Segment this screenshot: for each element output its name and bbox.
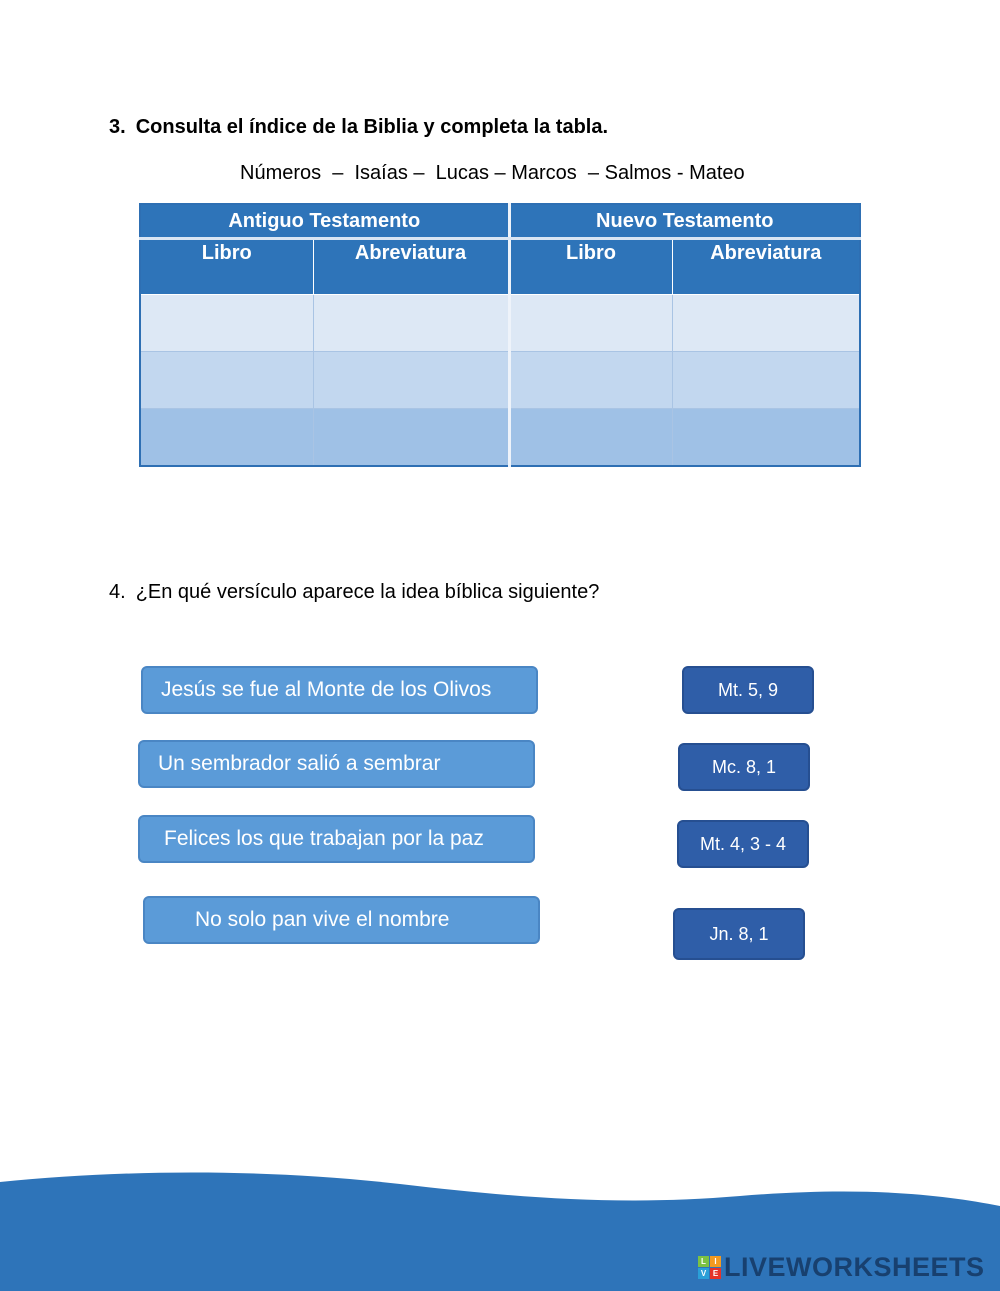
- logo-letter-v: V: [698, 1268, 709, 1279]
- answer-input[interactable]: [511, 409, 672, 465]
- reference-box-1[interactable]: Mt. 5, 9: [682, 666, 814, 714]
- logo-letter-e: E: [710, 1268, 721, 1279]
- question-3-number: 3.: [109, 116, 126, 138]
- answer-input[interactable]: [673, 352, 860, 408]
- idea-box-1[interactable]: Jesús se fue al Monte de los Olivos: [141, 666, 538, 714]
- header-nt-libro: Libro: [509, 239, 672, 295]
- table-row: [140, 352, 860, 409]
- question-3-title: [109, 116, 608, 139]
- answer-input[interactable]: [511, 295, 672, 351]
- header-at-libro: Libro: [140, 239, 313, 295]
- reference-box-4[interactable]: Jn. 8, 1: [673, 908, 805, 960]
- question-3-text: Consulta el índice de la Biblia y completa la tabla.: [135, 116, 609, 138]
- answer-input[interactable]: [511, 352, 672, 408]
- logo-letter-l: L: [698, 1256, 709, 1267]
- answer-input[interactable]: [673, 295, 860, 351]
- answer-cell[interactable]: [672, 295, 860, 352]
- idea-box-2[interactable]: Un sembrador salió a sembrar: [138, 740, 535, 788]
- answer-input[interactable]: [314, 352, 508, 408]
- answer-cell[interactable]: [509, 295, 672, 352]
- word-bank: Números – Isaías – Lucas – Marcos – Salmos - Mateo: [240, 162, 745, 184]
- answer-cell[interactable]: [509, 352, 672, 409]
- idea-box-3[interactable]: Felices los que trabajan por la paz: [138, 815, 535, 863]
- answer-cell[interactable]: [140, 352, 313, 409]
- question-4-number: 4.: [109, 581, 126, 603]
- answer-input[interactable]: [141, 409, 313, 465]
- idea-box-4[interactable]: No solo pan vive el nombre: [143, 896, 540, 944]
- answer-input[interactable]: [141, 295, 313, 351]
- answer-cell[interactable]: [509, 409, 672, 467]
- header-antiguo-testamento: Antiguo Testamento: [140, 204, 509, 239]
- answer-cell[interactable]: [672, 409, 860, 467]
- logo-letter-i: I: [710, 1256, 721, 1267]
- answer-cell[interactable]: [313, 352, 509, 409]
- question-4-title: [109, 581, 599, 604]
- answer-input[interactable]: [314, 295, 508, 351]
- answer-input[interactable]: [673, 409, 860, 465]
- logo-mark: [698, 1256, 721, 1279]
- answer-cell[interactable]: [672, 352, 860, 409]
- header-nuevo-testamento: Nuevo Testamento: [509, 204, 860, 239]
- answer-cell[interactable]: [140, 409, 313, 467]
- liveworksheets-logo: [698, 1252, 985, 1283]
- answer-cell[interactable]: [313, 295, 509, 352]
- answer-input[interactable]: [314, 409, 508, 465]
- table-row: [140, 409, 860, 467]
- header-at-abreviatura: Abreviatura: [313, 239, 509, 295]
- answer-cell[interactable]: [140, 295, 313, 352]
- logo-text: LIVEWORKSHEETS: [724, 1252, 985, 1282]
- header-nt-abreviatura: Abreviatura: [672, 239, 860, 295]
- answer-cell[interactable]: [313, 409, 509, 467]
- question-4-text: ¿En qué versículo aparece la idea bíblica siguiente?: [135, 581, 600, 603]
- answer-input[interactable]: [141, 352, 313, 408]
- reference-box-3[interactable]: Mt. 4, 3 - 4: [677, 820, 809, 868]
- table-row: [140, 295, 860, 352]
- reference-box-2[interactable]: Mc. 8, 1: [678, 743, 810, 791]
- bible-books-table: [139, 203, 861, 467]
